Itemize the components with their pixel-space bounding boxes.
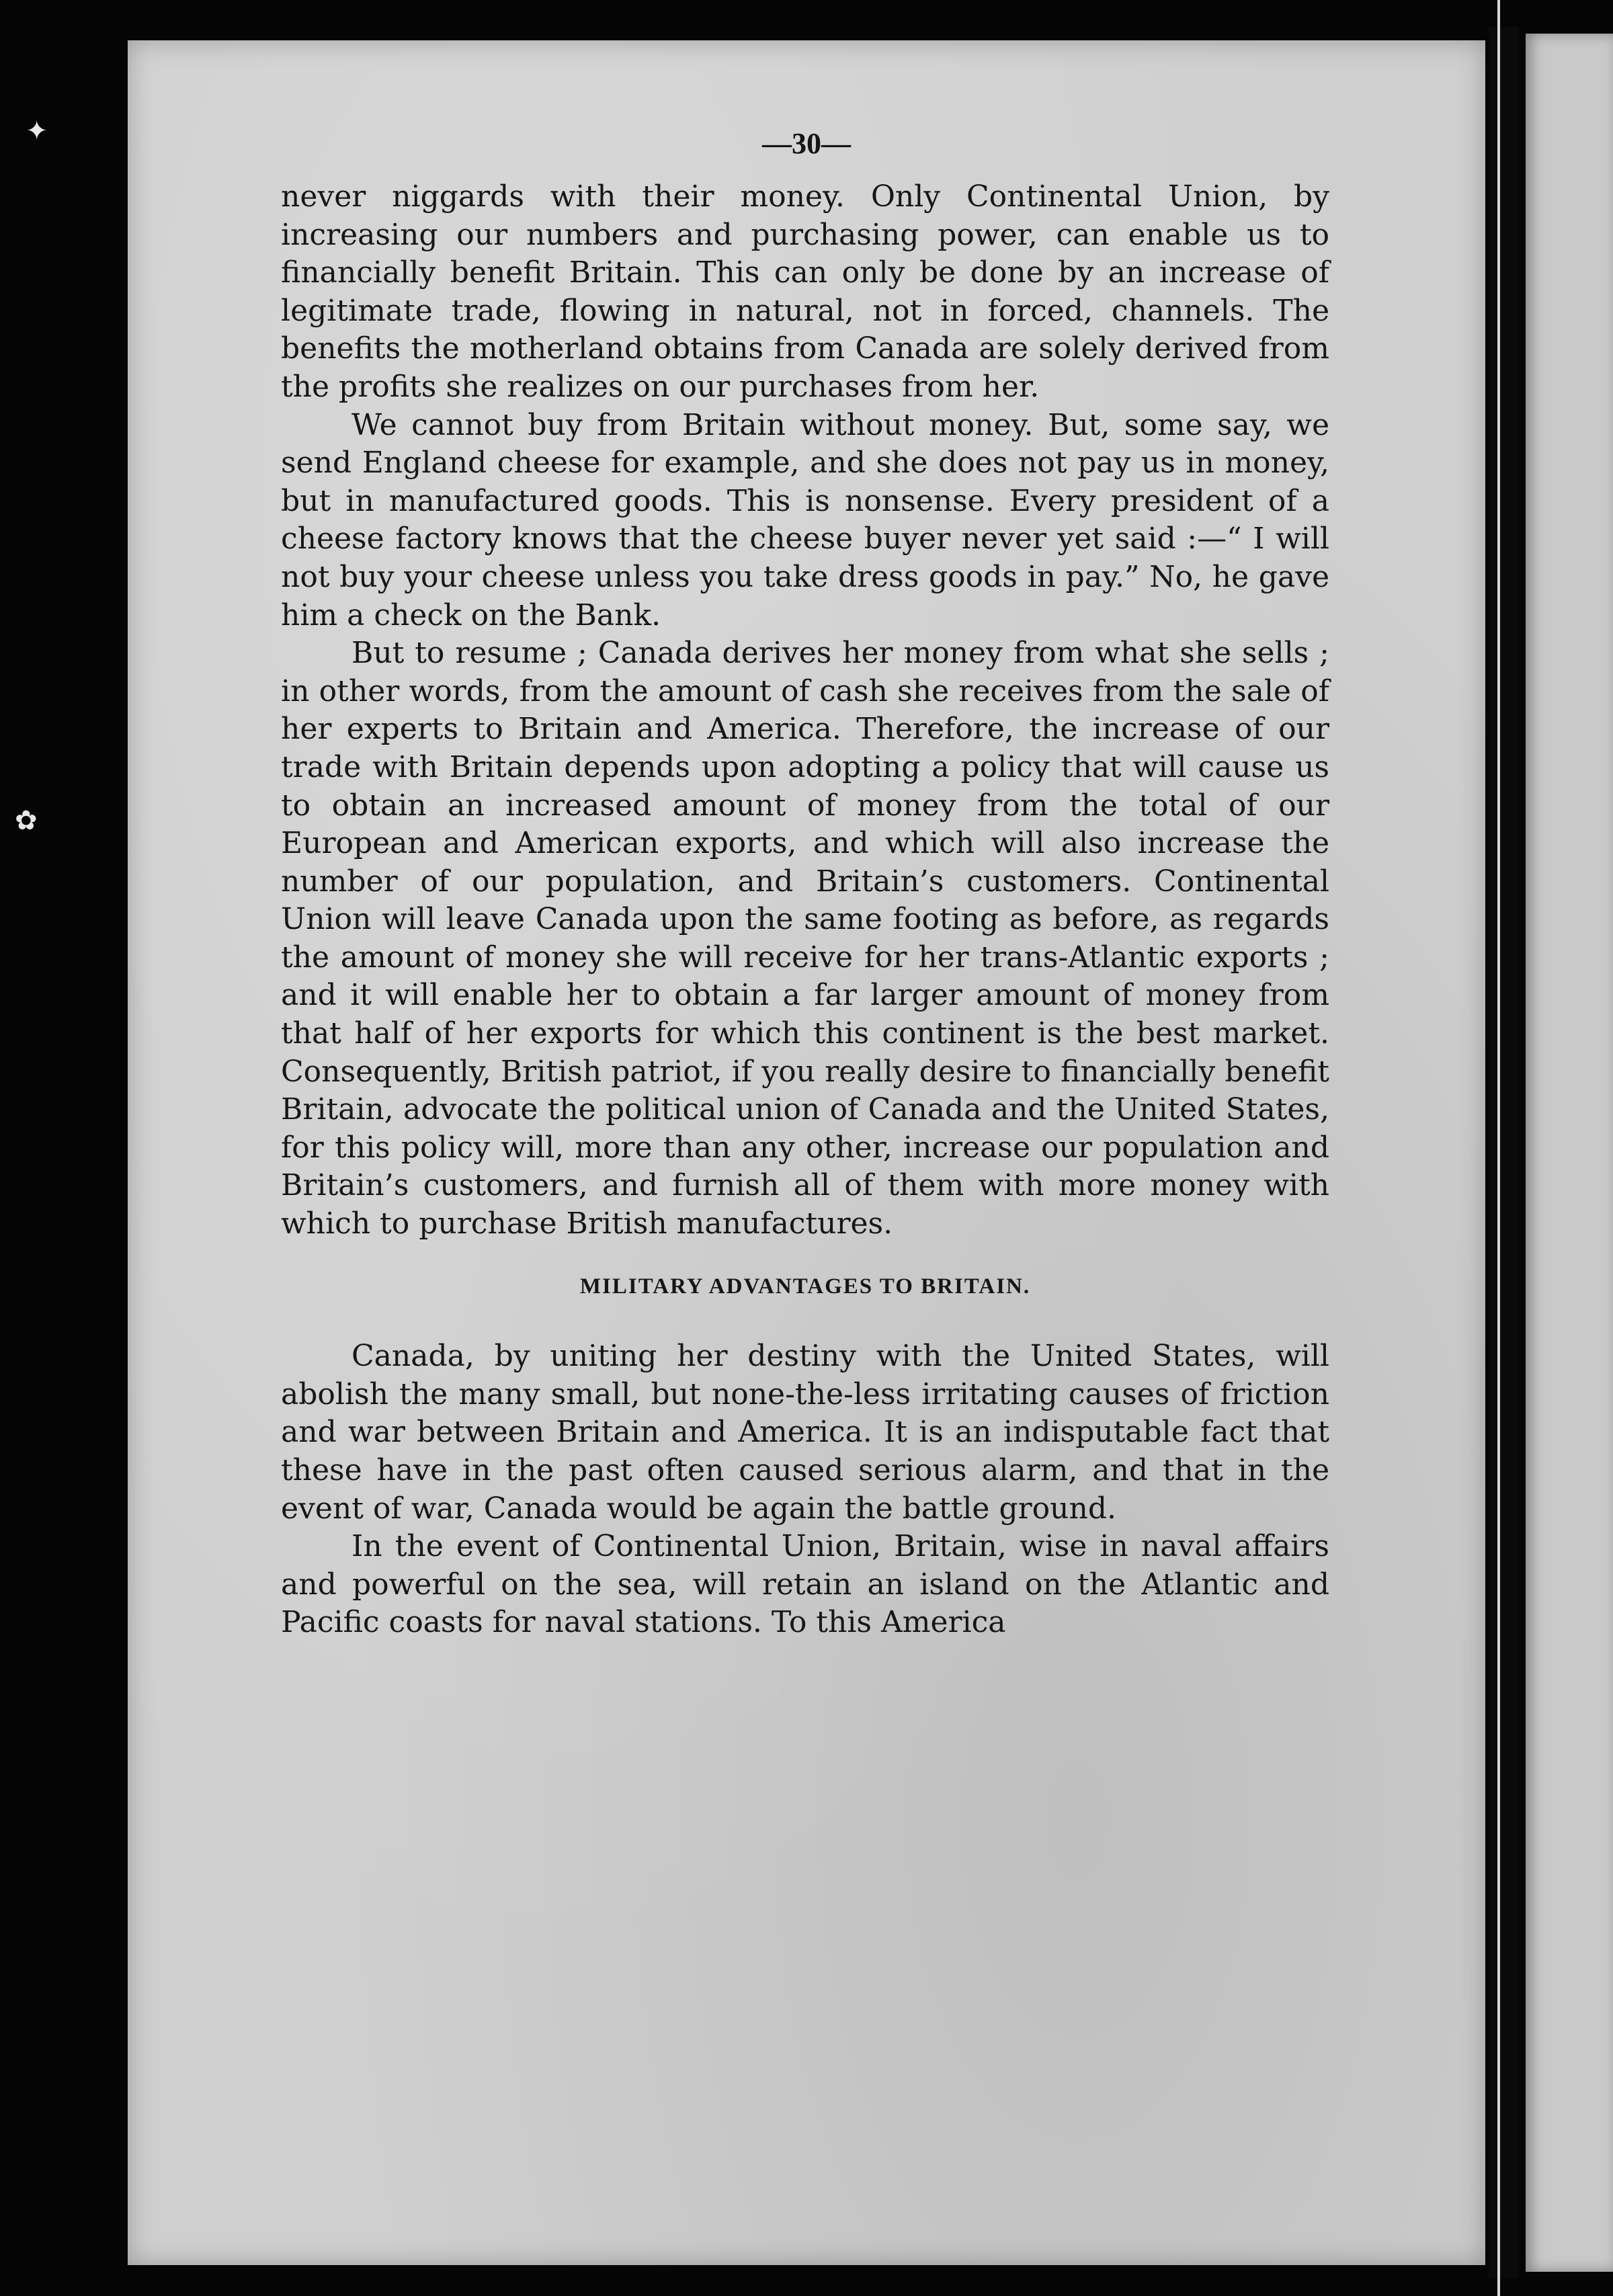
paragraph-resume: But to resume ; Canada derives her money from what she sells ; in other words, from the amount of cash she receives from the sale of her experts to Britain and America. Therefore, the increase of our trade with Britain depends upon adopting a policy that will cause us to obtain an increased amount of money from the total of our European and American exports, and which will also increase the number of our population, and Britain’s customers. Continental Union will leave Canada upon the same footing as before, as regards the amount of money she will receive for her trans-Atlantic exports ; and it will enable her to obtain a far larger amount of money from that half of her exports for which this continent is the best market. Consequently, British patriot, if you really desire to financially benefit Britain, advocate the political union of Canada and the United States, for this policy will, more than any other, increase our population and Britain’s customers, and furnish all of them with more money with which to purchase British manufactures. xyxy=(281,636,1329,1241)
paragraph-destiny: Canada, by uniting her destiny with the United States, will abolish the many small, but none-the-less irritating causes of friction and war between Britain and America. It is an indisputable fact that these have in the past often caused serious alarm, and that in the event of war, Canada would be again the battle ground. xyxy=(281,1339,1329,1526)
film-speck-mark: ✦ xyxy=(26,116,48,147)
binding-gutter xyxy=(1489,27,1519,2279)
adjacent-page-edge xyxy=(1526,34,1613,2272)
page-number: —30— xyxy=(762,127,851,160)
paragraph-continued: never niggards with their money. Only Continental Union, by increasing our numbers and purchasing power, can enable us to financially benefit Britain. This can only be done by an increase of legitimate trade, flowing in natural, not in forced, channels. The benefits the motherland obtains from Canada are solely derived from the profits she realizes on our purchases from her. xyxy=(281,179,1329,404)
section-heading: MILITARY ADVANTAGES TO BRITAIN. xyxy=(579,1274,1031,1299)
film-speck-mark: ✿ xyxy=(15,805,38,836)
paragraph-naval: In the event of Continental Union, Britain, wise in naval affairs and powerful on the sea, will retain an island on the Atlantic and Pacific coasts for naval stations. To this America xyxy=(281,1529,1329,1640)
paragraph-cheese: We cannot buy from Britain without money. But, some say, we send England cheese for example, and she does not pay us in money, but in manufactured goods. This is nonsense. Every president of a cheese factory knows that the cheese buyer never yet said :—“ I will not buy your cheese unless you take dress goods in pay.” No, he gave him a check on the Bank. xyxy=(281,407,1329,632)
film-edge-line xyxy=(1497,0,1500,2296)
body-text xyxy=(281,178,1329,1642)
document-page xyxy=(128,40,1485,2265)
